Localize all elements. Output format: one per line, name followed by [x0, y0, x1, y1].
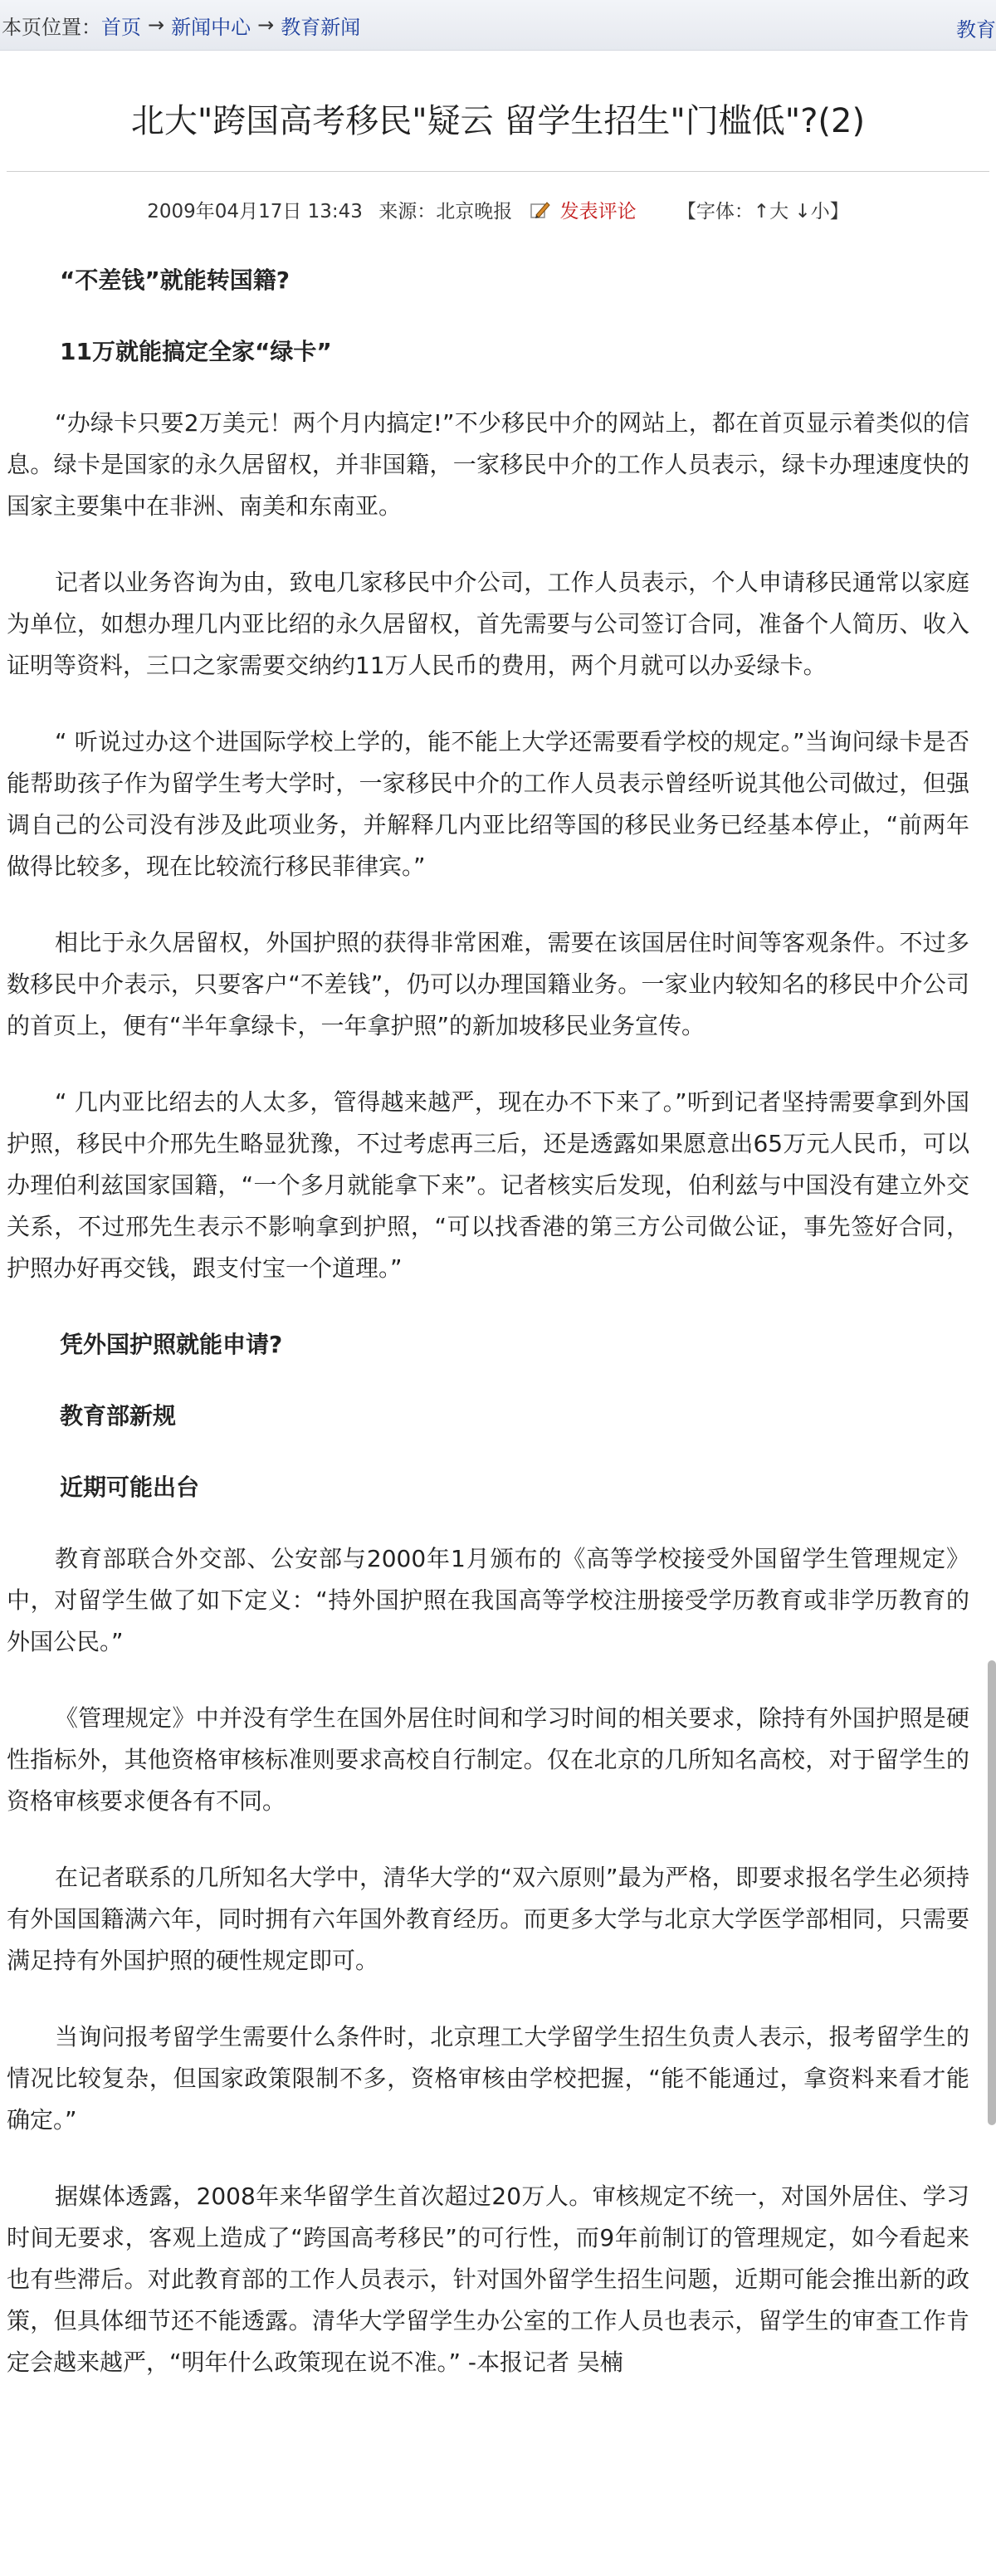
paragraph: 当询问报考留学生需要什么条件时，北京理工大学留学生招生负责人表示，报考留学生的情况比较复杂，但国家政策限制不多，资格审核由学校把握，“能不能通过，拿资料来看才能确定。” — [7, 2023, 969, 2134]
header-right-link[interactable]: 教育 — [956, 18, 996, 42]
paragraph: “办绿卡只要2万美元！两个月内搞定!”不少移民中介的网站上，都在首页显示着类似的信息。绿卡是国家的永久居留权，并非国籍，一家移民中介的工作人员表示，绿卡办理速度快的国家主要集中在非洲、南美和东南亚。 — [7, 409, 969, 520]
comment-link-label: 发表评论 — [559, 201, 637, 222]
breadcrumb-arrow: → — [148, 13, 165, 37]
scrollbar-thumb[interactable] — [988, 1660, 996, 2125]
paragraph: “ 听说过办这个进国际学校上学的，能不能上大学还需要看学校的规定。”当询问绿卡是否能帮助孩子作为留学生考大学时，一家移民中介的工作人员表示曾经听说其他公司做过，但强调自己的公司没有涉及此项业务，并解释几内亚比绍等国的移民业务已经基本停止，“前两年做得比较多，现在比较流行移民菲律宾。” — [7, 728, 969, 880]
breadcrumb-arrow: → — [257, 13, 275, 37]
article-title: 北大"跨国高考移民"疑云 留学生招生"门槛低"?(2) — [130, 102, 866, 140]
title-divider — [7, 171, 989, 172]
paragraph: 《管理规定》中并没有学生在国外居住时间和学习时间的相关要求，除持有外国护照是硬性指标外，其他资格审核标准则要求高校自行制定。仅在北京的几所知名高校，对于留学生的资格审核要求便各有不同。 — [7, 1704, 969, 1815]
paragraph: 教育部联合外交部、公安部与2000年1月颁布的《高等学校接受外国留学生管理规定》中，对留学生做了如下定义：“持外国护照在我国高等学校注册接受学历教育或非学历教育的外国公民。” — [7, 1545, 969, 1655]
font-size-control[interactable]: 【字体：↑大 ↓小】 — [676, 201, 849, 222]
comment-link[interactable] — [529, 201, 647, 222]
article-datetime: 2009年04月17日 13:43 — [147, 201, 363, 222]
breadcrumb-link-home[interactable]: 首页 — [101, 15, 141, 39]
section-heading: 教育部新规 — [60, 1402, 177, 1430]
breadcrumb-link-education-news[interactable]: 教育新闻 — [281, 15, 361, 39]
breadcrumb-prefix: 本页位置： — [2, 15, 101, 39]
paragraph: “ 几内亚比绍去的人太多，管得越来越严，现在办不下来了。”听到记者坚持需要拿到外国护照，移民中介邢先生略显犹豫，不过考虑再三后，还是透露如果愿意出65万元人民币，可以办理伯利兹国家国籍，“一个多月就能拿下来”。记者核实后发现，伯利兹与中国没有建立外交关系，不过邢先生表示不影响拿到护照，“可以找香港的第三方公司做公证，事先签好合同，护照办好再交钱，跟支付宝一个道理。” — [7, 1088, 969, 1282]
breadcrumb-link-news-center[interactable]: 新闻中心 — [171, 15, 251, 39]
paragraph: 在记者联系的几所知名大学中，清华大学的“双六原则”最为严格，即要求报名学生必须持有外国国籍满六年，同时拥有六年国外教育经历。而更多大学与北京大学医学部相同，只需要满足持有外国护照的硬性规定即可。 — [7, 1864, 969, 1974]
paragraph: 记者以业务咨询为由，致电几家移民中介公司，工作人员表示，个人申请移民通常以家庭为单位，如想办理几内亚比绍的永久居留权，首先需要与公司签订合同，准备个人简历、收入证明等资料，三口之家需要交纳约11万人民币的费用，两个月就可以办妥绿卡。 — [7, 569, 969, 679]
section-heading: 近期可能出台 — [60, 1474, 200, 1501]
article-source: 来源：北京晚报 — [378, 201, 513, 222]
section-heading: “不差钱”就能转国籍? — [60, 266, 290, 294]
comment-pen-icon — [529, 199, 552, 221]
article-body — [0, 260, 996, 2383]
section-heading: 11万就能搞定全家“绿卡” — [60, 338, 332, 365]
breadcrumb — [0, 0, 996, 51]
section-heading: 凭外国护照就能申请? — [60, 1331, 283, 1358]
paragraph: 据媒体透露，2008年来华留学生首次超过20万人。审核规定不统一，对国外居住、学习时间无要求，客观上造成了“跨国高考移民”的可行性，而9年前制订的管理规定，如今看起来也有些滞后。对此教育部的工作人员表示，针对国外留学生招生问题，近期可能会推出新的政策，但具体细节还不能透露。清华大学留学生办公室的工作人员也表示，留学生的审查工作肯定会越来越严，“明年什么政策现在说不准。” -本报记者 吴楠 — [7, 2183, 969, 2376]
paragraph: 相比于永久居留权，外国护照的获得非常困难，需要在该国居住时间等客观条件。不过多数移民中介表示，只要客户“不差钱”，仍可以办理国籍业务。一家业内较知名的移民中介公司的首页上，便有“半年拿绿卡，一年拿护照”的新加坡移民业务宣传。 — [7, 929, 969, 1039]
article-meta — [0, 195, 996, 228]
